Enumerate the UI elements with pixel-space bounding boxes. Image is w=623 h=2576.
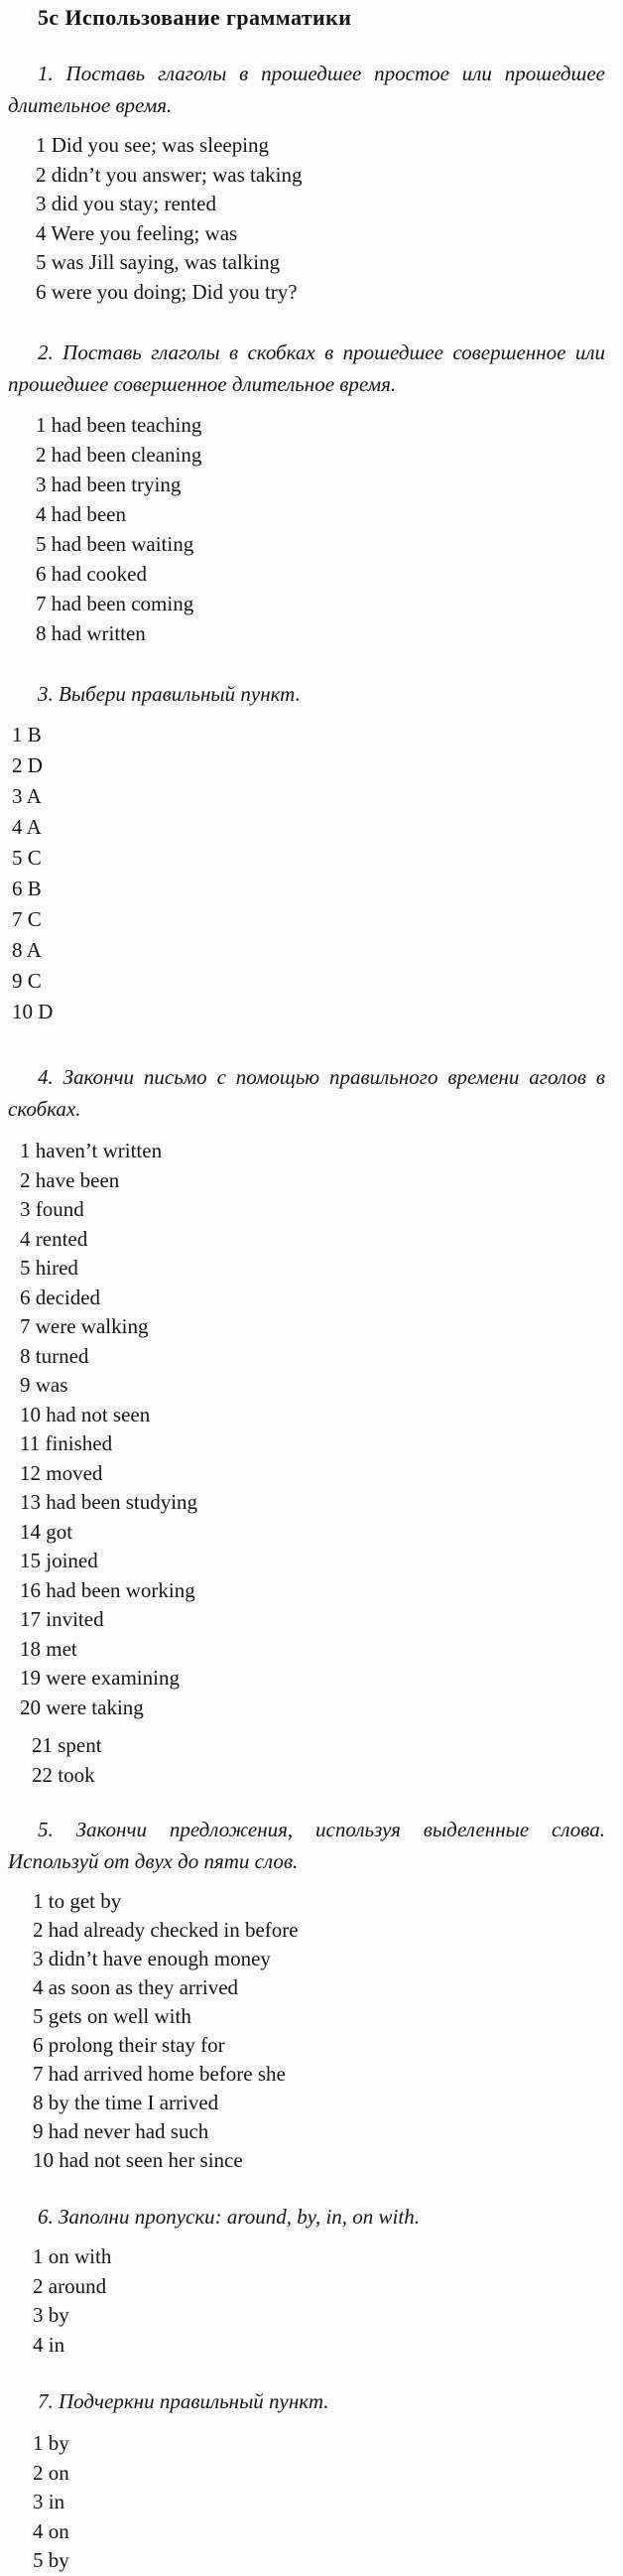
answer-line: 6 prolong their stay for: [33, 2033, 225, 2057]
answer-line: 1 haven’t written: [20, 1139, 163, 1162]
answer-line: 3 in: [33, 2490, 65, 2513]
answer-line: 8 by the time I arrived: [33, 2091, 219, 2114]
answer-line: 2 around: [33, 2273, 107, 2298]
answer-line: 7 had arrived home before she: [33, 2062, 286, 2086]
answer-line: 8 had written: [36, 621, 146, 645]
sections: [8, 58, 605, 2576]
instruction-ex1: 1. Поставь глаголы в прошедшее простое или прошедшее длительное время.: [8, 62, 605, 117]
answer-line: 14 got: [20, 1519, 73, 1544]
answer-line: 7 C: [12, 907, 42, 931]
answer-line: 13 had been studying: [20, 1490, 198, 1514]
answer-line: 16 had been working: [20, 1577, 195, 1602]
answer-line: 2 have been: [20, 1167, 120, 1192]
answer-line: 5 gets on well with: [33, 2004, 191, 2028]
answer-line: 10 D: [12, 1000, 54, 1023]
answer-line: 1 Did you see; was sleeping: [36, 133, 270, 157]
answer-line: 1 on with: [33, 2244, 112, 2268]
answer-line: 5 had been waiting: [36, 532, 194, 556]
answer-line: 3 did you stay; rented: [36, 192, 216, 215]
answers-ex7: [33, 2429, 605, 2576]
answer-line: 9 C: [12, 969, 42, 993]
exercise-ex1: [8, 58, 605, 307]
answer-line: 12 moved: [20, 1460, 103, 1485]
answer-line: 4 had been: [36, 502, 126, 526]
answer-line: 4 as soon as they arrived: [33, 1975, 239, 1999]
answer-line: 4 in: [33, 2332, 65, 2357]
answer-line: 6 were you doing; Did you try?: [36, 279, 298, 304]
answer-line: 1 had been teaching: [36, 413, 202, 437]
answer-line: 6 had cooked: [36, 562, 147, 586]
answer-line: 17 invited: [20, 1607, 104, 1631]
answer-line: 4 on: [33, 2518, 69, 2543]
exercise-ex6: [8, 2201, 605, 2360]
answer-line: 9 had never had such: [33, 2119, 209, 2143]
answer-line: 6 decided: [20, 1285, 101, 1309]
exercise-ex7: [8, 2385, 605, 2576]
exercise-ex3: [8, 678, 605, 1027]
instruction-ex5: 5. Закончи предложения, используя выделенные слова. Используй от двух до пяти слов.: [8, 1818, 605, 1873]
answer-line: 4 A: [12, 815, 42, 839]
answer-line: 6 B: [12, 877, 42, 900]
exercise-ex4: [8, 1061, 605, 1790]
answer-line: 10 had not seen her since: [33, 2148, 243, 2172]
instruction-ex2: 2. Поставь глаголы в скобках в прошедшее совершенное или прошедшее совершенное длительное время.: [8, 340, 605, 396]
answer-line: 9 was: [20, 1373, 68, 1397]
answers-ex2: [36, 410, 605, 648]
answers-ex1: [36, 131, 605, 307]
answer-line: 15 joined: [20, 1549, 98, 1572]
answer-line: 1 B: [12, 723, 42, 746]
answer-line: 8 A: [12, 938, 42, 962]
instruction-ex3: 3. Выбери правильный пункт.: [38, 682, 301, 706]
answer-line: 5 was Jill saying, was talking: [36, 250, 281, 274]
answer-line: 5 C: [12, 846, 42, 870]
answer-line: 5 hired: [20, 1256, 78, 1280]
answers-ex4-continued: [32, 1731, 605, 1790]
instruction-ex4: 4. Закончи письмо с помощью правильного времени аголов в скобках.: [8, 1065, 605, 1121]
instruction-ex6: 6. Заполни пропуски: around, by, in, on with.: [38, 2205, 420, 2229]
answers-ex3: [12, 720, 605, 1027]
answer-line: 2 on: [33, 2460, 69, 2485]
answer-line: 2 had been cleaning: [36, 443, 202, 467]
answer-line: 19 were examining: [20, 1666, 180, 1690]
exercise-ex2: [8, 337, 605, 648]
answer-line: 2 didn’t you answer; was taking: [36, 162, 303, 187]
answer-line: 2 D: [12, 753, 43, 777]
answer-line: 20 were taking: [20, 1695, 144, 1719]
answer-line: 3 didn’t have enough money: [33, 1947, 271, 1970]
answer-line: 5 by: [33, 2548, 69, 2572]
answer-line: 1 by: [33, 2431, 69, 2455]
answer-line: 3 had been trying: [36, 473, 182, 496]
answer-line: 18 met: [20, 1636, 77, 1661]
page-title: 5c Использование грамматики: [38, 5, 352, 30]
answer-line: 2 had already checked in before: [33, 1918, 299, 1942]
answer-line: 3 by: [33, 2303, 69, 2327]
answer-line: 4 Were you feeling; was: [36, 220, 238, 245]
answer-line: 22 took: [32, 1762, 95, 1787]
answer-line: 21 spent: [32, 1733, 102, 1757]
instruction-ex7: 7. Подчеркни правильный пункт.: [38, 2389, 329, 2413]
answer-line: 10 had not seen: [20, 1402, 151, 1426]
exercise-ex5: [8, 1814, 605, 2175]
answers-ex5: [33, 1887, 605, 2175]
answer-line: 7 had been coming: [36, 592, 194, 615]
answer-line: 4 rented: [20, 1226, 88, 1251]
answer-line: 3 A: [12, 784, 42, 808]
answer-line: 11 finished: [20, 1431, 113, 1455]
answer-line: 3 found: [20, 1197, 84, 1221]
answer-line: 1 to get by: [33, 1889, 122, 1913]
answer-line: 8 turned: [20, 1343, 89, 1368]
answers-ex4: [20, 1137, 605, 1722]
answers-ex6: [33, 2242, 605, 2360]
answer-line: 7 were walking: [20, 1314, 149, 1338]
